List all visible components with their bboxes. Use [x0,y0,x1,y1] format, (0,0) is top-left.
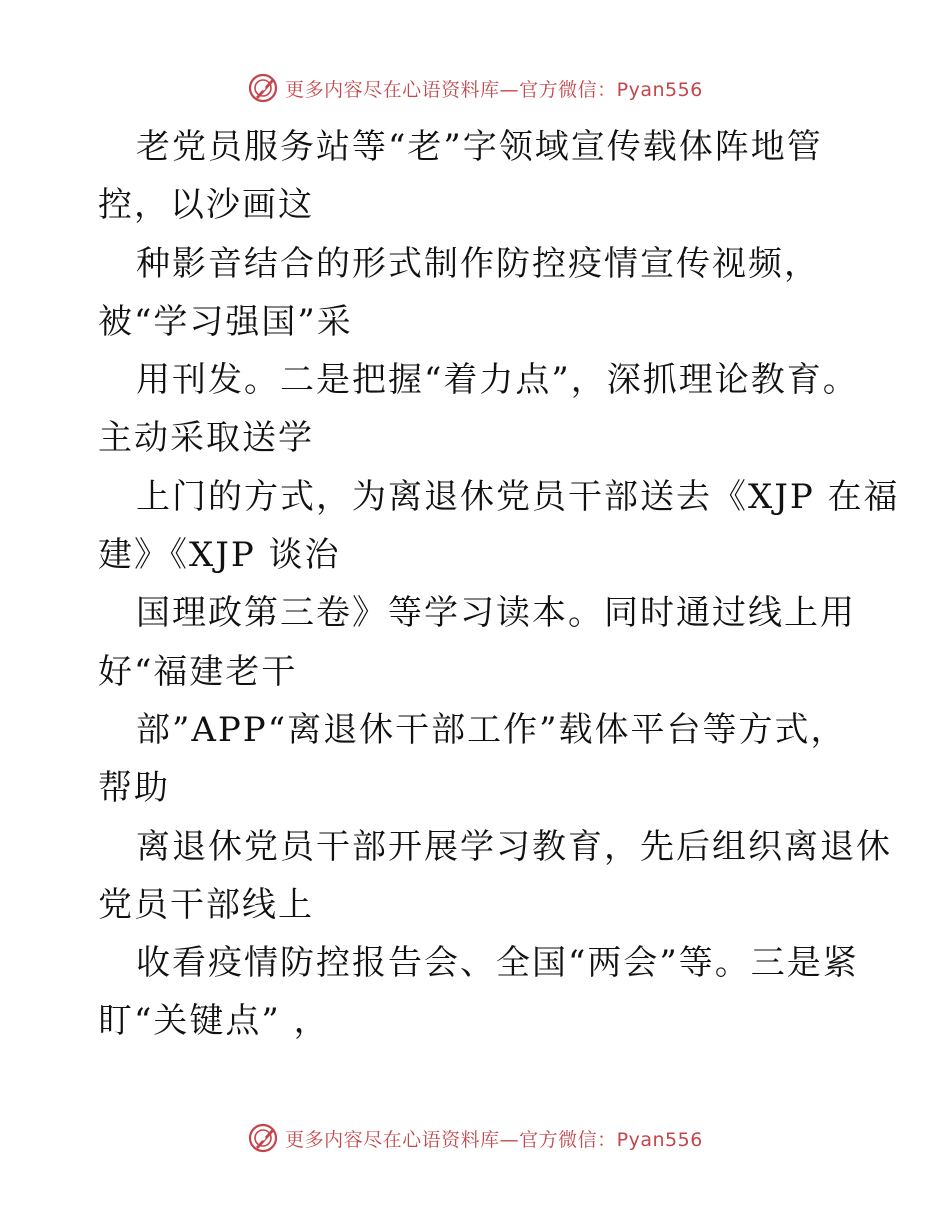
text-line: 控，以沙画这 [98,185,314,226]
header-banner-text: 更多内容尽在心语资料库—官方微信：Pyan556 [285,78,703,101]
library-logo-icon [247,72,279,104]
text-line: 党员干部线上 [98,884,314,925]
footer-banner-text: 更多内容尽在心语资料库—官方微信：Pyan556 [285,1128,703,1151]
text-line: 盯“关键点” ， [98,1001,330,1042]
text-line: 部”APP“离退休干部工作”载体平台等方式， [136,709,847,750]
text-line: 上门的方式，为离退休党员干部送去《XJP 在福 [136,476,900,517]
text-line: 被“学习强国”采 [98,301,353,342]
text-line: 国理政第三卷》等学习读本。同时通过线上用 [136,593,856,634]
text-line: 主动采取送学 [98,418,314,459]
text-line: 老党员服务站等“老”字领域宣传载体阵地管 [136,127,823,167]
text-line: 离退休党员干部开展学习教育，先后组织离退休 [136,826,892,867]
header-banner [0,72,950,104]
text-line: 种影音结合的形式制作防控疫情宣传视频， [136,243,820,284]
document-body [98,118,900,1051]
text-line: 用刊发。二是把握“着力点”，深抓理论教育。 [136,360,859,401]
text-line: 收看疫情防控报告会、全国“两会”等。三是紧 [136,943,859,984]
text-line: 建》《XJP 谈治 [98,535,341,576]
footer-banner [0,1122,950,1154]
library-logo-icon [247,1122,279,1154]
text-line: 好“福建老干 [98,651,298,692]
text-line: 帮助 [98,768,170,809]
